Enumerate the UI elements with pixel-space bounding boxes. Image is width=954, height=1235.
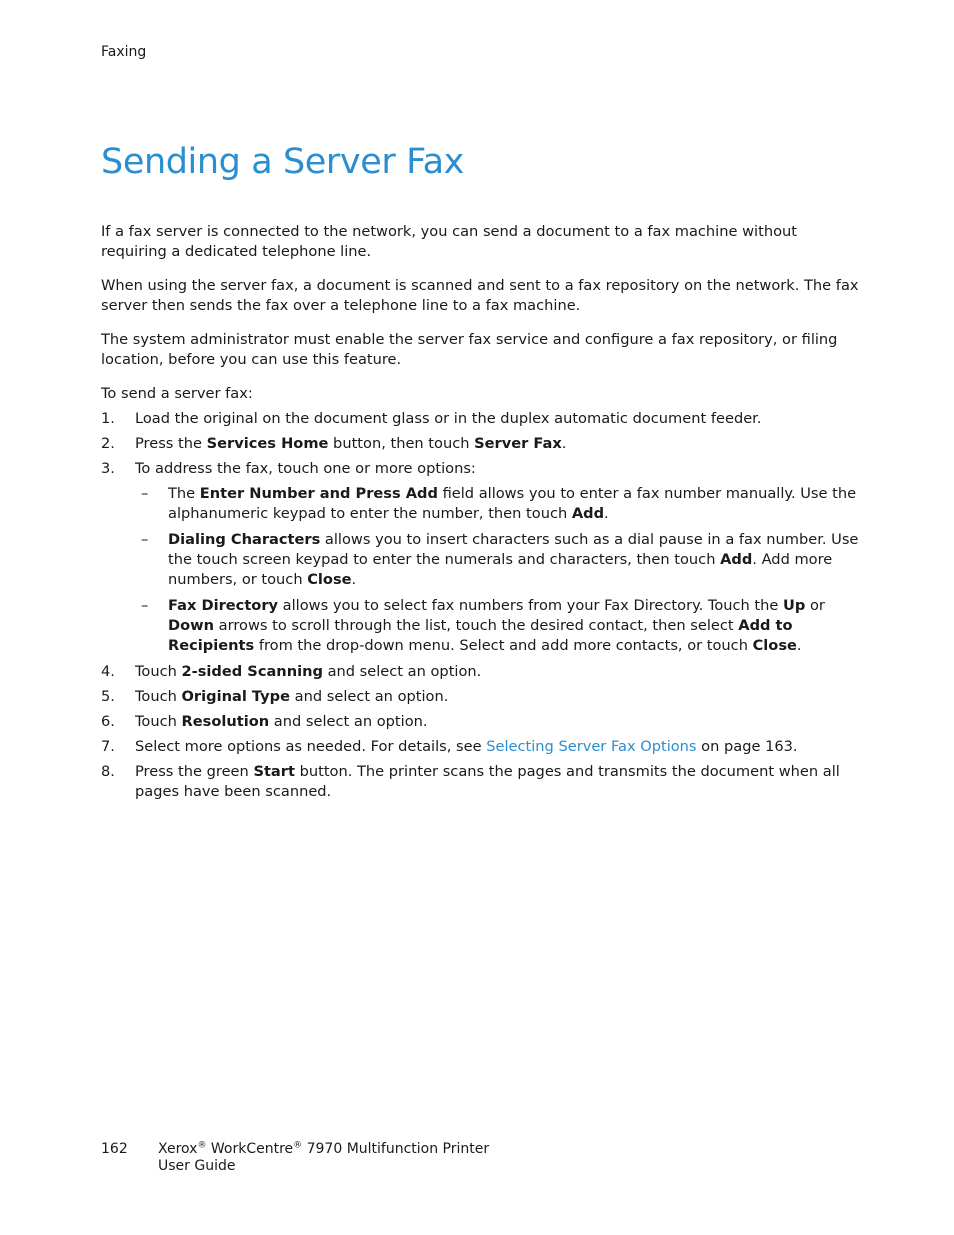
ui-term-close: Close: [307, 571, 352, 588]
main-content: [101, 222, 861, 807]
registered-mark: ®: [293, 1140, 303, 1151]
step-text: Load the original on the document glass or in the duplex automatic document feeder.: [135, 410, 762, 427]
step-6: 6. Touch Resolution and select an option.: [101, 713, 428, 730]
ui-term-original-type: Original Type: [181, 688, 290, 705]
intro-paragraph-3: The system administrator must enable the server fax service and configure a fax repository, or filing location, before you can use this feature.: [101, 331, 838, 368]
ui-term-dialing-characters: Dialing Characters: [168, 531, 321, 548]
step-number: 8.: [101, 763, 115, 780]
ui-term-resolution: Resolution: [181, 713, 270, 730]
running-header: Faxing: [101, 44, 147, 60]
step-number: 5.: [101, 688, 115, 705]
ui-term-start: Start: [253, 763, 295, 780]
step-text: To address the fax, touch one or more options:: [135, 460, 476, 477]
ui-term-2-sided-scanning: 2-sided Scanning: [181, 663, 323, 680]
dash-bullet: –: [141, 597, 149, 614]
registered-mark: ®: [197, 1140, 207, 1151]
address-options-list: [135, 484, 861, 656]
step-number: 3.: [101, 460, 115, 477]
step-number: 7.: [101, 738, 115, 755]
step-1: [101, 409, 861, 429]
page-title: Sending a Server Fax: [101, 142, 464, 182]
step-3: [101, 459, 861, 656]
step-number: 4.: [101, 663, 115, 680]
ui-term-services-home: Services Home: [206, 435, 329, 452]
step-2: [101, 434, 861, 454]
step-number: 2.: [101, 435, 115, 452]
option-dialing-characters: – Dialing Characters allows you to insert characters such as a dial pause in a fax number. Use the touch screen keypad to enter the numerals and characters, then touch Add. Add more numbers, or touch Close.: [141, 531, 859, 588]
step-number: 1.: [101, 410, 115, 427]
procedure-lead: To send a server fax:: [101, 385, 253, 402]
ui-term-add: Add: [571, 505, 605, 522]
step-7: 7. Select more options as needed. For details, see Selecting Server Fax Options on page 163.: [101, 738, 798, 755]
ui-term-down: Down: [168, 617, 215, 634]
ui-term-up: Up: [783, 597, 806, 614]
ui-term-add-to-recipients: Add to Recipients: [168, 617, 793, 654]
ui-term-fax-directory: Fax Directory: [168, 597, 279, 614]
guide-name: User Guide: [158, 1158, 236, 1174]
dash-bullet: –: [141, 485, 149, 502]
ui-term-server-fax: Server Fax: [474, 435, 562, 452]
option-fax-directory: – Fax Directory allows you to select fax numbers from your Fax Directory. Touch the Up or Down arrows to scroll through the list, touch the desired contact, then select Add to Recipients from the drop-down menu. Select and add more contacts, or touch Close.: [141, 597, 825, 654]
step-text: button, then touch: [328, 435, 475, 452]
procedure-steps: [101, 409, 861, 802]
step-5: 5. Touch Original Type and select an option.: [101, 688, 449, 705]
intro-paragraph-2: When using the server fax, a document is scanned and sent to a fax repository on the network. The fax server then sends the fax over a telephone line to a fax machine.: [101, 277, 859, 314]
server-fax-options-link[interactable]: Selecting Server Fax Options: [486, 738, 697, 755]
ui-term-add: Add: [720, 551, 753, 568]
option-enter-number: – The Enter Number and Press Add field allows you to enter a fax number manually. Use the alphanumeric keypad to enter the number, then touch Add.: [141, 485, 857, 522]
page-number: 162: [101, 1141, 128, 1157]
ui-term-enter-number: Enter Number and Press Add: [199, 485, 438, 502]
step-text: .: [561, 435, 567, 452]
intro-paragraph-1: If a fax server is connected to the network, you can send a document to a fax machine without requiring a dedicated telephone line.: [101, 223, 797, 260]
step-4: 4. Touch 2-sided Scanning and select an option.: [101, 663, 482, 680]
step-number: 6.: [101, 713, 115, 730]
product-name: [158, 1141, 489, 1175]
dash-bullet: –: [141, 531, 149, 548]
ui-term-close: Close: [752, 637, 797, 654]
step-8: 8. Press the green Start button. The printer scans the pages and transmits the document when all pages have been scanned.: [101, 763, 840, 800]
step-text: Press the: [135, 435, 207, 452]
product-line: Xerox® WorkCentre® 7970 Multifunction Printer: [158, 1140, 490, 1157]
